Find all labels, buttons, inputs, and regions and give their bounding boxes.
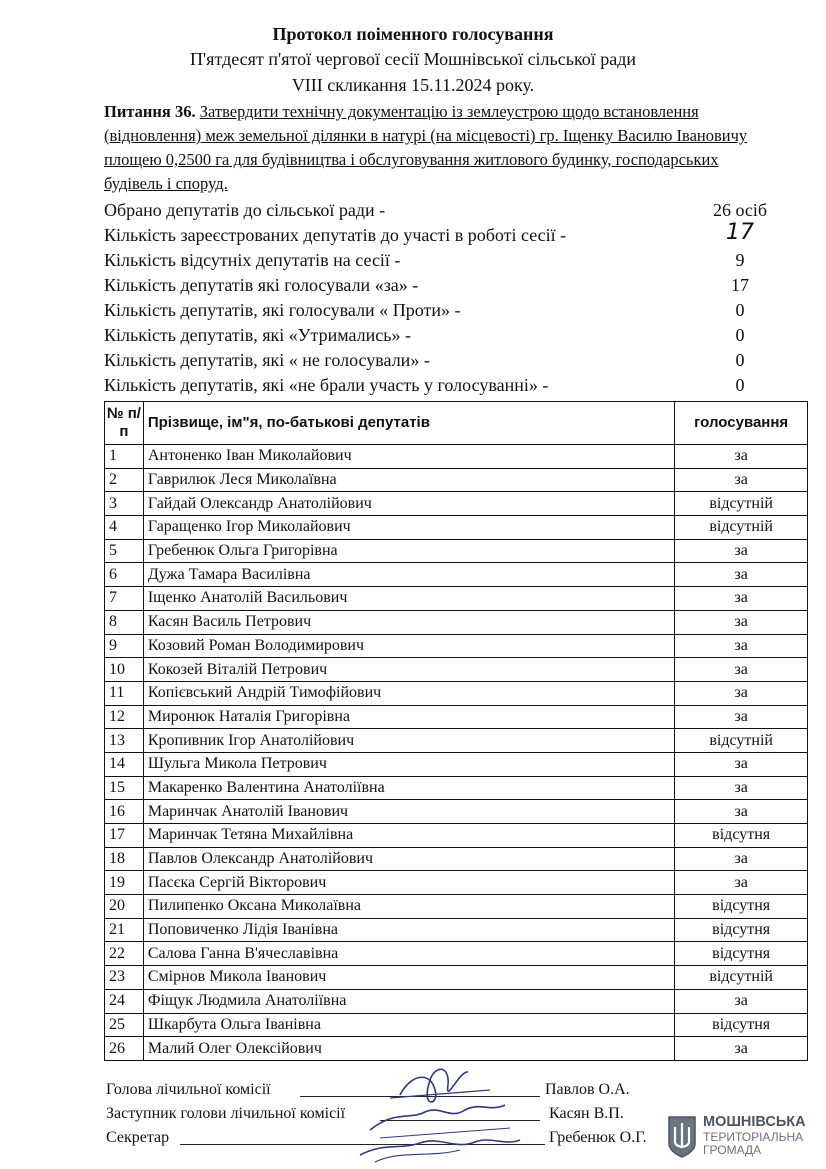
table-row [105,587,808,611]
deputy-name: Іщенко Анатолій Васильович [143,587,674,611]
deputy-name: Антоненко Іван Миколайович [143,445,674,469]
vote-result: відсутній [675,966,808,990]
table-row [105,942,808,966]
stat-label: Кількість депутатів, які « не голосували» - [104,350,430,370]
header-name: Прізвище, ім"я, по-батькові депутатів [143,402,674,445]
stat-label: Кількість депутатів, які голосували « Проти» - [104,300,461,320]
vote-result: за [675,563,808,587]
row-number: 16 [105,800,144,824]
stat-value: 0 [735,325,745,345]
deputy-name: Пилипенко Оксана Миколаївна [143,895,674,919]
table-row [105,634,808,658]
stat-value: 9 [735,250,745,270]
vote-result: відсутня [675,895,808,919]
row-number: 19 [105,871,144,895]
stat-value: 26 осіб [712,200,768,220]
table-row [105,752,808,776]
vote-result: за [675,776,808,800]
deputy-name: Салова Ганна В'ячеславівна [143,942,674,966]
deputy-name: Козовий Роман Володимирович [143,634,674,658]
deputy-name: Фіщук Людмила Анатоліївна [143,989,674,1013]
row-number: 25 [105,1013,144,1037]
row-number: 7 [105,587,144,611]
deputy-name: Поповиченко Лідія Іванівна [143,918,674,942]
question-block [104,100,764,196]
table-row [105,1013,808,1037]
row-number: 24 [105,989,144,1013]
table-row [105,539,808,563]
vote-result: за [675,752,808,776]
vote-result: за [675,445,808,469]
deputy-name: Малий Олег Олексійович [143,1037,674,1061]
table-row [105,610,808,634]
deputy-name: Гребенюк Ольга Григорівна [143,539,674,563]
vote-result: відсутня [675,824,808,848]
stat-value: 0 [735,350,745,370]
table-row [105,445,808,469]
header-num: № п/п [105,402,144,445]
deputy-name: Маринчак Тетяна Михайлівна [143,824,674,848]
deputy-name: Павлов Олександр Анатолійович [143,847,674,871]
vote-result: за [675,658,808,682]
row-number: 5 [105,539,144,563]
table-row [105,800,808,824]
question-text: Затвердити технічну документацію із землеустрою щодо встановлення (відновлення) меж земельної ділянки в натурі (на місцевості) гр. Іщенку Василю Івановичу площею 0,2500 га для будівництва і обслуговування житлового будинку, господарських будівель і споруд. [104,102,748,193]
trident-emblem-icon [666,1114,698,1160]
signature-person: Гребенюк О.Г. [549,1129,647,1146]
deputy-name: Кокозей Віталій Петрович [143,658,674,682]
logo-title: МОШНІВСЬКА [703,1114,806,1130]
deputy-name: Макаренко Валентина Анатоліївна [143,776,674,800]
stat-value: 0 [735,300,745,320]
vote-result: відсутній [675,516,808,540]
stat-label: Кількість депутатів які голосували «за» - [104,275,419,295]
table-header-row [105,402,808,445]
signature-person: Павлов О.А. [545,1081,630,1098]
row-number: 15 [105,776,144,800]
deputy-name: Дужа Тамара Василівна [143,563,674,587]
deputy-name: Гайдай Олександр Анатолійович [143,492,674,516]
row-number: 8 [105,610,144,634]
handwritten-signatures [340,1050,540,1165]
stat-value: 0 [735,375,745,395]
row-number: 13 [105,729,144,753]
table-row [105,658,808,682]
row-number: 3 [105,492,144,516]
table-row [105,989,808,1013]
deputy-name: Копієвський Андрій Тимофійович [143,681,674,705]
vote-result: за [675,587,808,611]
vote-result: за [675,705,808,729]
row-number: 26 [105,1037,144,1061]
table-row [105,563,808,587]
signature-role: Голова лічильної комісії [106,1081,271,1098]
vote-result: відсутня [675,1013,808,1037]
table-row [105,681,808,705]
signature-person: Касян В.П. [549,1105,624,1122]
deputy-name: Шкарбута Ольга Іванівна [143,1013,674,1037]
row-number: 12 [105,705,144,729]
table-row [105,895,808,919]
vote-result: за [675,989,808,1013]
deputy-name: Пасєка Сергій Вікторович [143,871,674,895]
stat-label: Обрано депутатів до сільської ради - [104,200,386,220]
vote-result: за [675,634,808,658]
row-number: 9 [105,634,144,658]
table-row [105,705,808,729]
vote-result: за [675,468,808,492]
table-row [105,966,808,990]
vote-result: за [675,681,808,705]
deputy-name: Смірнов Микола Іванович [143,966,674,990]
table-row [105,847,808,871]
stat-value: 17 [731,275,749,295]
vote-result: за [675,610,808,634]
deputy-name: Гаращенко Ігор Миколайович [143,516,674,540]
stat-label: Кількість депутатів, які «Утримались» - [104,325,411,345]
deputy-name: Гаврилюк Леся Миколаївна [143,468,674,492]
stat-label: Кількість депутатів, які «не брали участь у голосуванні» - [104,375,549,395]
deputy-name: Миронюк Наталія Григорівна [143,705,674,729]
row-number: 17 [105,824,144,848]
row-number: 18 [105,847,144,871]
signature-role: Заступник голови лічильної комісії [106,1105,346,1122]
vote-result: за [675,847,808,871]
row-number: 11 [105,681,144,705]
vote-result: відсутня [675,918,808,942]
row-number: 4 [105,516,144,540]
session-subtitle: П'ятдесят п'ятої чергової сесії Мошнівської сільської ради [189,49,637,69]
vote-result: відсутній [675,492,808,516]
row-number: 14 [105,752,144,776]
table-row [105,776,808,800]
row-number: 22 [105,942,144,966]
deputy-name: Шульга Микола Петрович [143,752,674,776]
row-number: 2 [105,468,144,492]
row-number: 20 [105,895,144,919]
vote-result: відсутній [675,729,808,753]
vote-result: за [675,539,808,563]
vote-result: за [675,800,808,824]
header-vote: голосування [675,402,808,445]
logo-subtitle: ТЕРИТОРІАЛЬНА [703,1130,804,1144]
question-number: Питання 36. [104,102,196,121]
row-number: 21 [105,918,144,942]
stat-value-handwritten: 17 [726,220,754,245]
row-number: 6 [105,563,144,587]
deputy-name: Маринчак Анатолій Іванович [143,800,674,824]
deputy-name: Кропивник Ігор Анатолійович [143,729,674,753]
stat-label: Кількість зареєстрованих депутатів до участі в роботі сесії - [104,225,567,245]
stat-label: Кількість відсутніх депутатів на сесії - [104,250,401,270]
table-row [105,516,808,540]
logo-subtitle: ГРОМАДА [703,1143,762,1157]
protocol-title: Протокол поіменного голосування [272,24,554,44]
table-row [105,492,808,516]
deputy-name: Касян Василь Петрович [143,610,674,634]
voting-table [104,401,808,1061]
convocation-subtitle: VIII скликання 15.11.2024 року. [291,75,535,95]
row-number: 1 [105,445,144,469]
signature-role: Секретар [106,1129,170,1146]
table-row [105,824,808,848]
table-row [105,729,808,753]
table-row [105,468,808,492]
vote-result: за [675,1037,808,1061]
row-number: 23 [105,966,144,990]
table-row [105,871,808,895]
vote-result: за [675,871,808,895]
row-number: 10 [105,658,144,682]
vote-result: відсутня [675,942,808,966]
table-row [105,918,808,942]
